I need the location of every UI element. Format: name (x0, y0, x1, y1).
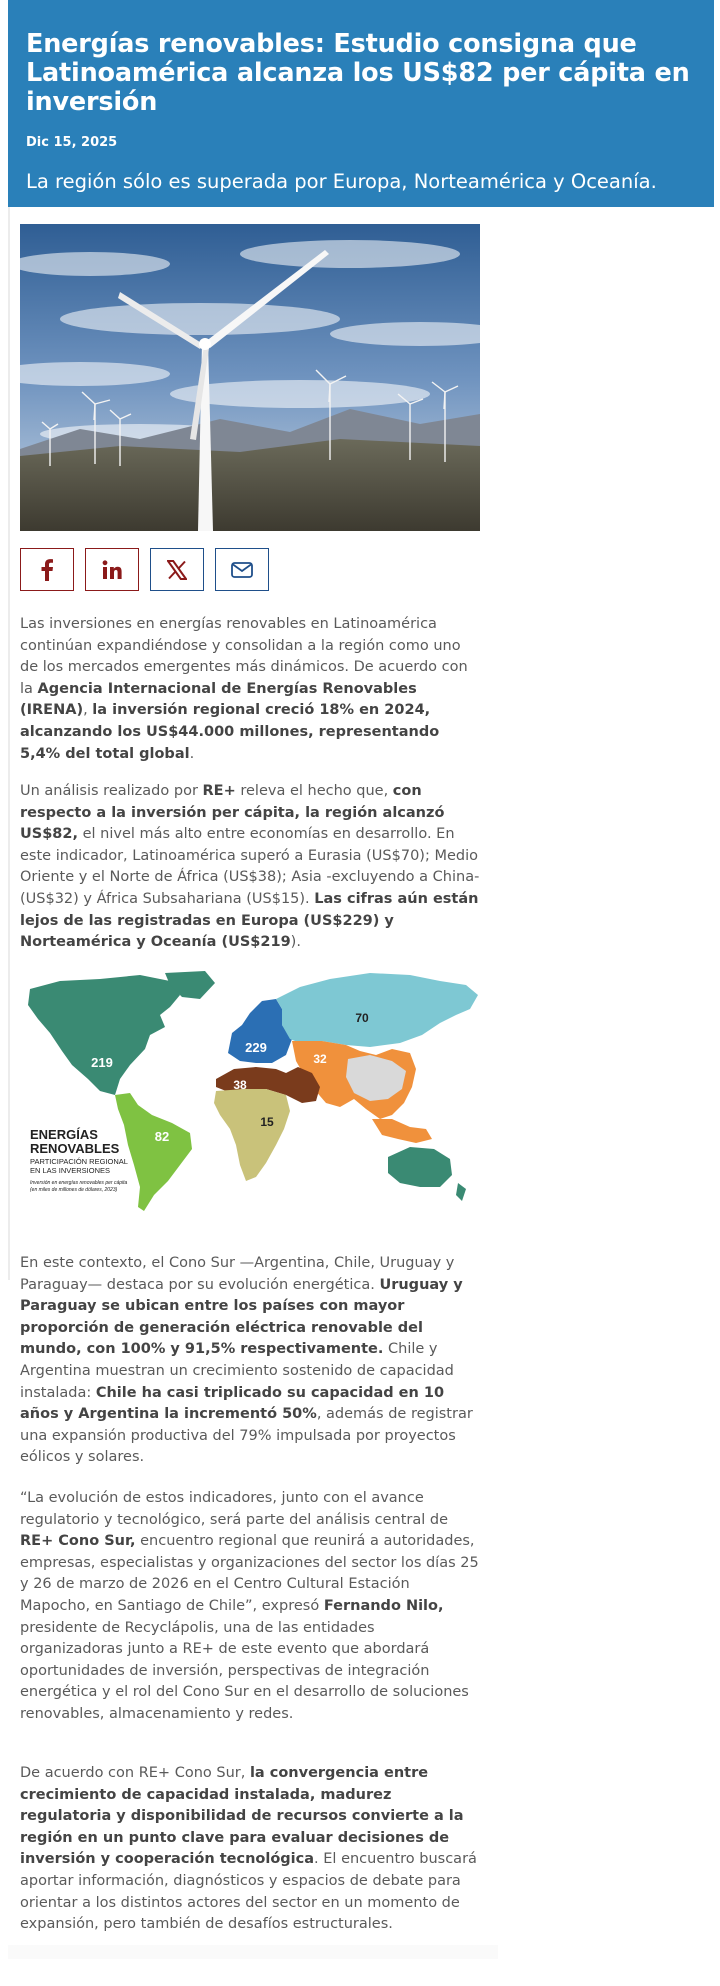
map-title-line1: ENERGÍAS (30, 1127, 98, 1142)
map-note-line2: (en miles de millones de dólares, 2023) (30, 1187, 118, 1193)
map-value-eurasia: 70 (355, 1011, 369, 1025)
paragraph-southern-cone: En este contexto, el Cono Sur —Argentina, Chile, Uruguay y Paraguay— destaca por su evolución energética. Uruguay y Paraguay se ubican entre los países con mayor proporción de generación eléctrica renovable del mundo, con 100% y 91,5% respectivamente. Chile y Argentina muestran un crecimiento sostenido de capacidad instalada: Chile ha casi triplicado su capacidad en 10 años y Argentina la incrementó 50%, además de registrar una expansión productiva del 79% impulsada por proyectos eólicos y solares. (20, 1255, 473, 1466)
map-note-line1: Inversión en energías renovables per cápita (30, 1180, 128, 1186)
facebook-icon (40, 559, 54, 581)
map-region-latam (115, 1093, 192, 1211)
map-value-mena: 38 (233, 1078, 247, 1092)
article-header (8, 0, 714, 207)
article-subtitle: La región sólo es superada por Europa, Norteamérica y Oceanía. (26, 170, 657, 193)
paragraph-conclusion: De acuerdo con RE+ Cono Sur, la convergencia entre crecimiento de capacidad instalada, madurez regulatoria y disponibilidad de recursos convierte a la región en un punto clave para evaluar decisiones de inversión y cooperación tecnológica. El encuentro buscará aportar información, diagnósticos y espacios de debate para orientar a los distintos actores del sector en un momento de expansión, pero también de desafíos estructurales. (20, 1765, 477, 1933)
share-facebook-button[interactable] (20, 548, 74, 591)
share-buttons (20, 548, 269, 591)
map-region-southeast-asia (372, 1119, 432, 1143)
mail-icon (231, 562, 253, 578)
wind-turbines-photo (20, 224, 480, 531)
paragraph-investment: Las inversiones en energías renovables en Latinoamérica continúan expandiéndose y consolidan a la región como uno de los mercados emergentes más dinámicos. De acuerdo con la Agencia Internacional de Energías Renovables (IRENA), la inversión regional creció 18% en 2024, alcanzando los US$44.000 millones, representando 5,4% del total global. (20, 616, 468, 762)
share-x-button[interactable] (150, 548, 204, 591)
article-title: Energías renovables: Estudio consigna que Latinoamérica alcanza los US$82 per cápita en inversión (26, 29, 690, 117)
content-bottom-edge (8, 1945, 498, 1959)
map-value-north-america: 219 (91, 1055, 113, 1070)
share-email-button[interactable] (215, 548, 269, 591)
linkedin-icon (102, 560, 122, 580)
paragraph-quote: “La evolución de estos indicadores, junto con el avance regulatorio y tecnológico, será parte del análisis central de RE+ Cono Sur, encuentro regional que reunirá a autoridades, empresas, especialistas y organizaciones del sector los días 25 y 26 de marzo de 2026 en el Centro Cultural Estación Mapocho, en Santiago de Chile”, expresó Fernando Nilo, presidente de Recyclápolis, una de las entidades organizadoras junto a RE+ de este evento que abordará oportunidades de inversión, perspectivas de integración energética y el rol del Cono Sur en el desarrollo de soluciones renovables, almacenamiento y redes. (20, 1490, 479, 1722)
map-subtitle-line2: EN LAS INVERSIONES (30, 1166, 111, 1175)
map-region-north-america (28, 975, 180, 1095)
map-region-eurasia (276, 973, 478, 1047)
x-icon (167, 560, 187, 580)
map-value-latam: 82 (154, 1129, 170, 1144)
share-linkedin-button[interactable] (85, 548, 139, 591)
investment-world-map (20, 969, 480, 1217)
map-value-europe: 229 (245, 1040, 267, 1055)
map-title-line2: RENOVABLES (30, 1141, 120, 1156)
map-region-oceania (388, 1147, 452, 1187)
article-date: Dic 15, 2025 (26, 135, 118, 150)
map-value-africa: 15 (260, 1115, 274, 1129)
map-region-new-zealand (456, 1183, 466, 1201)
map-region-africa (214, 1089, 290, 1181)
map-value-asia: 32 (313, 1052, 327, 1066)
map-subtitle-line1: PARTICIPACIÓN REGIONAL (30, 1157, 128, 1166)
paragraph-per-capita: Un análisis realizado por RE+ releva el hecho que, con respecto a la inversión per cápita, la región alcanzó US$82, el nivel más alto entre economías en desarrollo. En este indicador, Latinoamérica superó a Eurasia (US$70); Medio Oriente y el Norte de África (US$38); Asia -excluyendo a China- (US$32) y África Subsahariana (US$15). Las cifras aún están lejos de las registradas en Europa (US$229) y Norteamérica y Oceanía (US$219). (20, 783, 480, 951)
